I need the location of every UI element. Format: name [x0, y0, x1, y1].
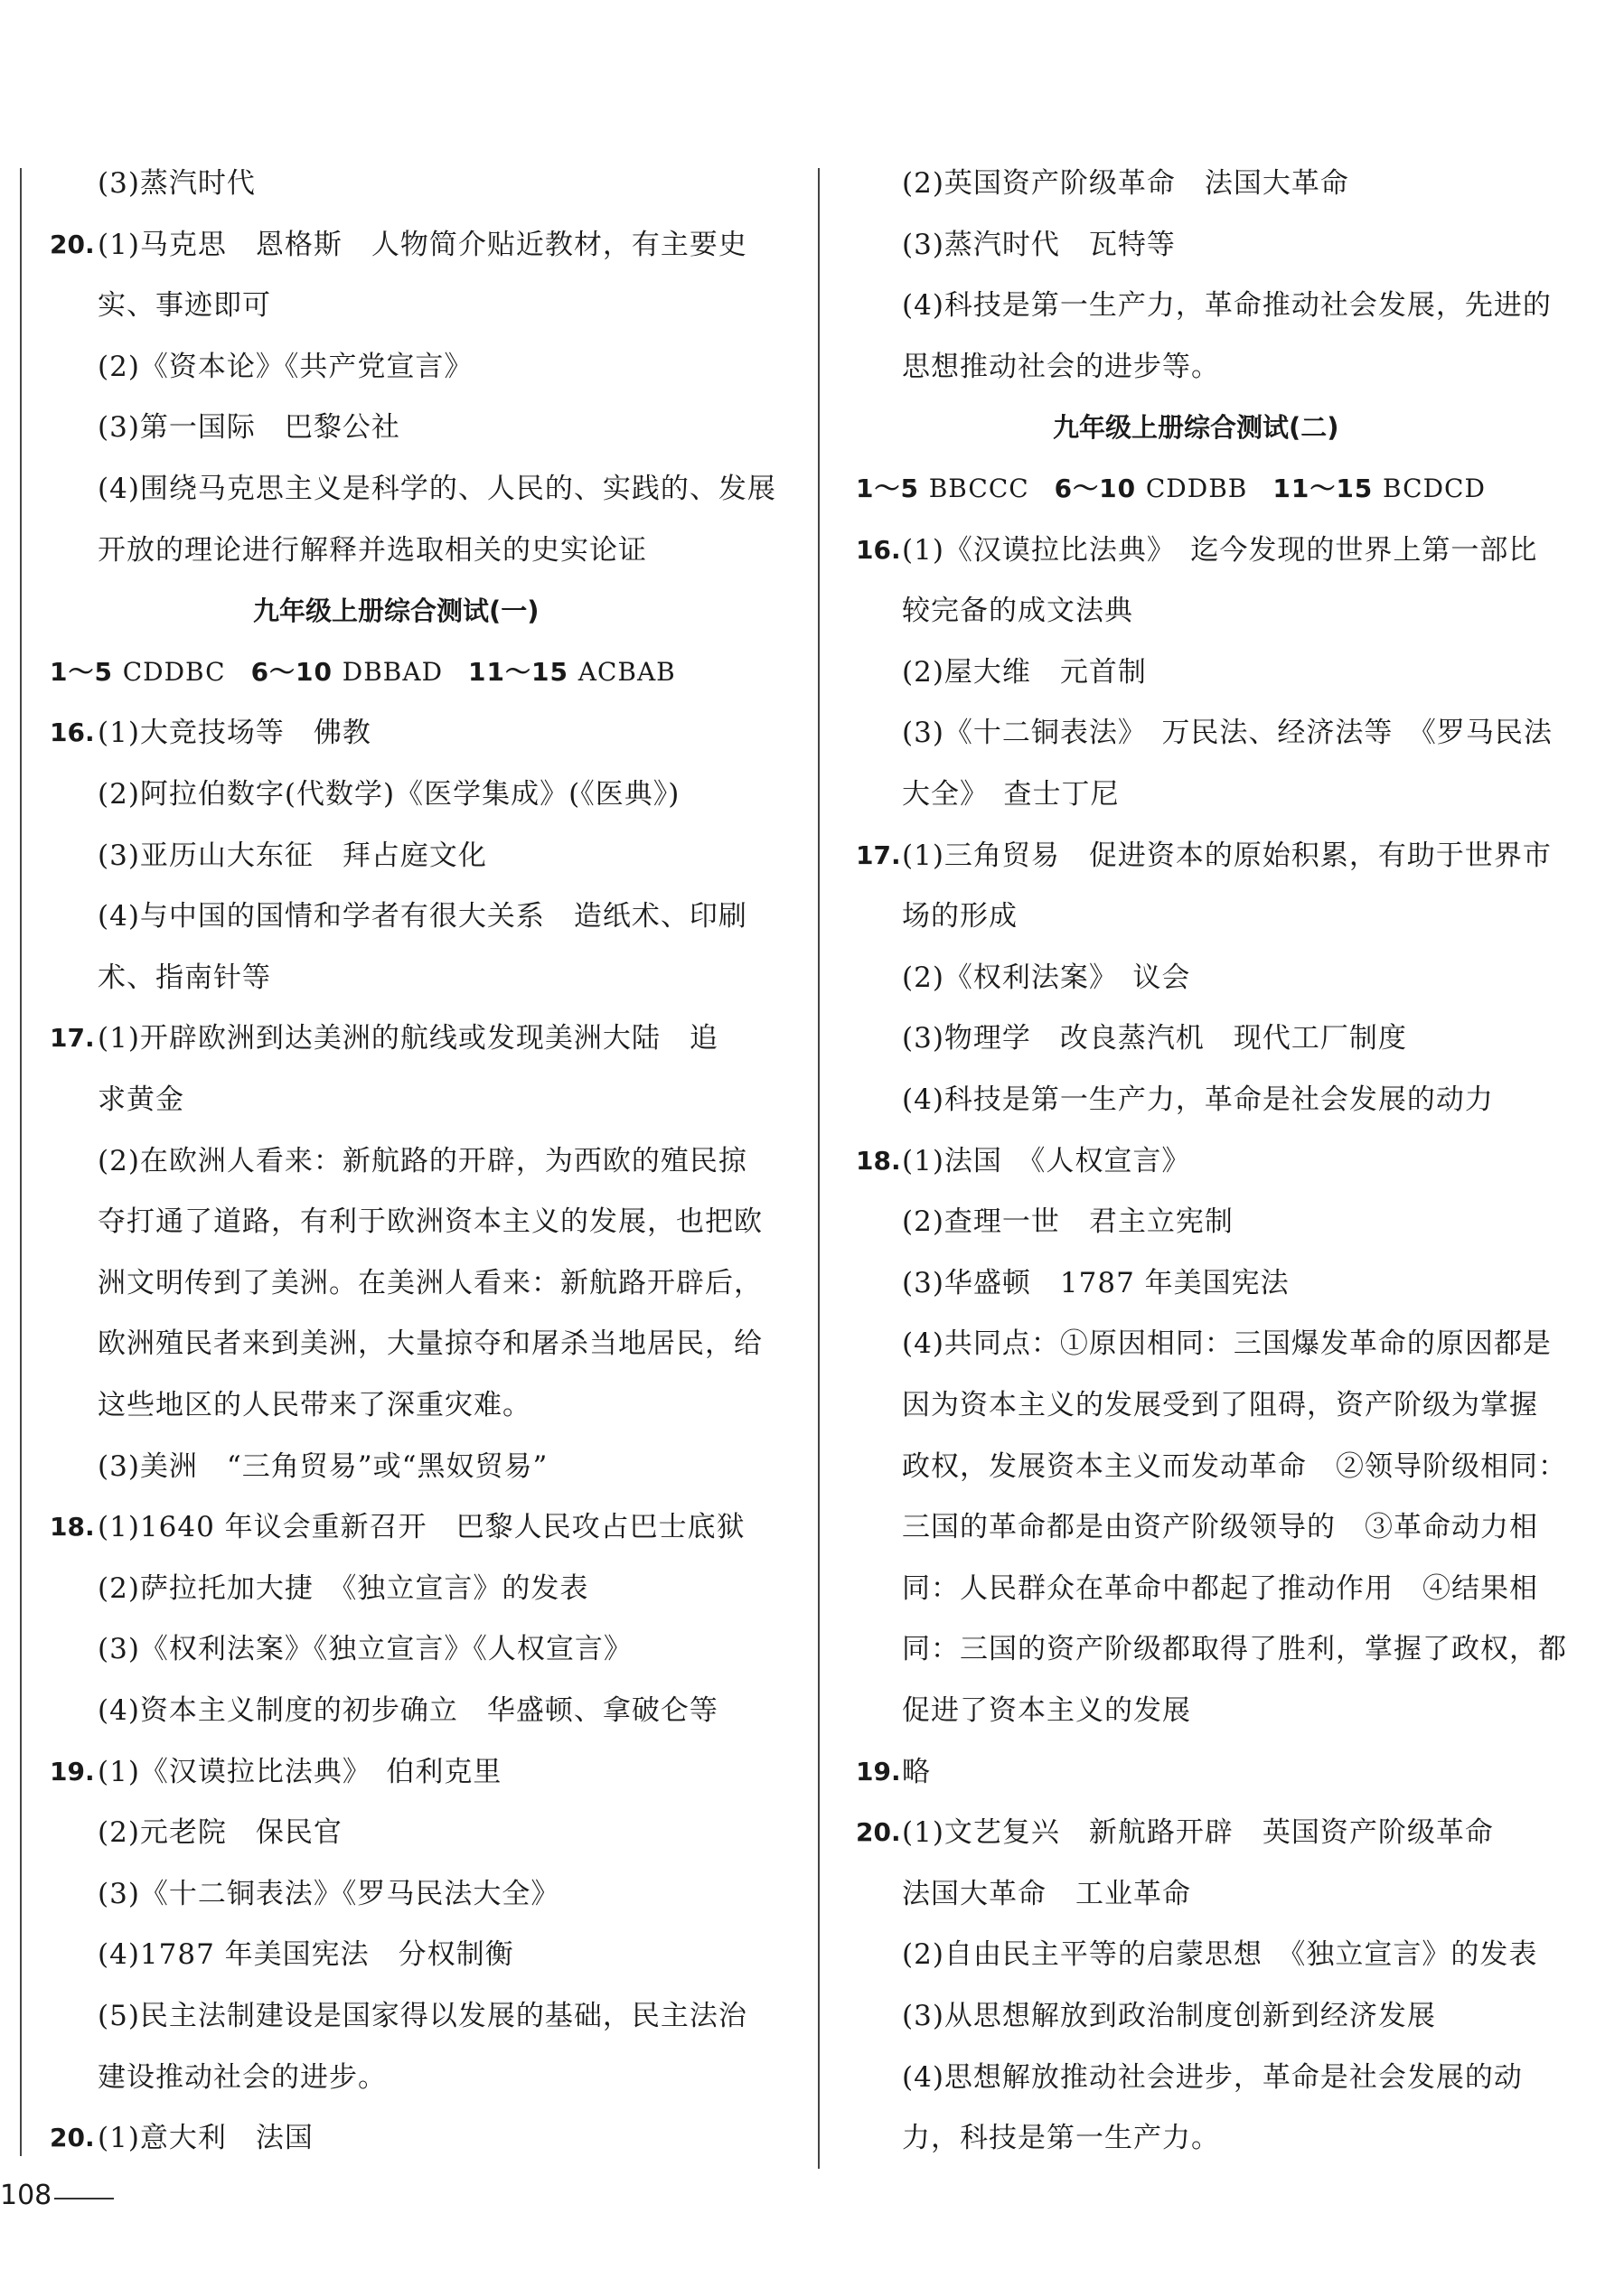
question-number: 19. — [50, 1757, 95, 1787]
answer-range: 1～5 — [856, 474, 929, 503]
answer-text-line: (4)科技是第一生产力，革命是社会发展的动力 — [902, 1083, 1494, 1116]
column-divider — [818, 168, 820, 2169]
question-number: 18. — [856, 1146, 901, 1176]
answer-text-line: (2)元老院 保民官 — [98, 1816, 343, 1849]
answer-text-line: (1)马克思 恩格斯 人物简介贴近教材，有主要史 — [98, 229, 747, 261]
question-number: 20. — [856, 1817, 901, 1847]
answer-text-line: 较完备的成文法典 — [902, 595, 1133, 627]
answer-letters: BCDCD — [1383, 474, 1486, 503]
answer-text-line: (3)物理学 改良蒸汽机 现代工厂制度 — [902, 1022, 1407, 1055]
answer-text-line: 洲文明传到了美洲。在美洲人看来：新航路开辟后， — [98, 1267, 763, 1299]
answer-letters: ACBAB — [577, 657, 676, 687]
answer-text-line: 同：三国的资产阶级都取得了胜利，掌握了政权，都 — [902, 1633, 1567, 1665]
answer-text-line: 开放的理论进行解释并选取相关的史实论证 — [98, 534, 647, 567]
answer-text-line: 场的形成 — [902, 900, 1018, 933]
page-number-rule — [54, 2198, 114, 2199]
answer-text-line: (3)华盛顿 1787 年美国宪法 — [902, 1267, 1290, 1299]
question-number: 17. — [856, 840, 901, 870]
answer-text-line: (2)阿拉伯数字(代数学)《医学集成》(《医典》) — [98, 778, 681, 811]
section-heading: 九年级上册综合测试(一) — [253, 596, 540, 626]
question-number: 16. — [50, 717, 95, 747]
answer-text-line: 三国的革命都是由资产阶级领导的 ③革命动力相 — [902, 1511, 1538, 1543]
answer-text-line: (3)亚历山大东征 拜占庭文化 — [98, 839, 487, 872]
answer-text-line: (3)从思想解放到政治制度创新到经济发展 — [902, 2000, 1436, 2032]
answer-text-line: (2)《权利法案》 议会 — [902, 961, 1191, 994]
answer-text-line: (4)围绕马克思主义是科学的、人民的、实践的、发展 — [98, 473, 776, 505]
answer-text-line: (2)英国资产阶级革命 法国大革命 — [902, 167, 1349, 200]
answer-range: 6～10 — [250, 657, 343, 687]
answer-text-line: (2)萨拉托加大捷 《独立宣言》的发表 — [98, 1572, 589, 1605]
answer-letters: DBBAD — [342, 657, 444, 687]
answer-text-line: (4)思想解放推动社会进步，革命是社会发展的动 — [902, 2061, 1523, 2094]
answer-text-line: (2)自由民主平等的启蒙思想 《独立宣言》的发表 — [902, 1938, 1538, 1971]
answer-range: 6～10 — [1054, 474, 1146, 503]
answer-text-line: 促进了资本主义的发展 — [902, 1694, 1191, 1727]
answer-text-line: 政权，发展资本主义而发动革命 ②领导阶级相同： — [902, 1450, 1567, 1483]
answer-text-line: (2)《资本论》《共产党宣言》 — [98, 351, 474, 383]
question-number: 20. — [50, 2123, 95, 2152]
answer-text-line: 欧洲殖民者来到美洲，大量掠夺和屠杀当地居民，给 — [98, 1327, 763, 1360]
answer-text-line: 同：人民群众在革命中都起了推动作用 ④结果相 — [902, 1572, 1538, 1605]
answer-range: 11～15 — [1272, 474, 1384, 503]
question-number: 17. — [50, 1023, 95, 1053]
answer-text-line: 这些地区的人民带来了深重灾难。 — [98, 1389, 531, 1421]
answer-text-line: (3)《十二铜表法》 万民法、经济法等 《罗马民法 — [902, 717, 1553, 749]
answer-text-line: (3)蒸汽时代 — [98, 167, 256, 200]
answer-text-line: 求黄金 — [98, 1083, 184, 1116]
answer-range: 11～15 — [468, 657, 578, 687]
answer-key-line — [856, 471, 1486, 507]
answer-text-line: (2)查理一世 君主立宪制 — [902, 1205, 1234, 1238]
section-heading: 九年级上册综合测试(二) — [1053, 412, 1339, 443]
answer-text-line: (1)三角贸易 促进资本的原始积累，有助于世界市 — [902, 839, 1552, 872]
question-number: 16. — [856, 535, 901, 565]
answer-text-line: 术、指南针等 — [98, 961, 271, 994]
answer-text-line: (4)共同点：①原因相同：三国爆发革命的原因都是 — [902, 1327, 1552, 1360]
answer-text-line: (5)民主法制建设是国家得以发展的基础，民主法治 — [98, 2000, 747, 2032]
answer-key-line — [50, 654, 676, 690]
answer-text-line: (4)科技是第一生产力，革命推动社会发展，先进的 — [902, 289, 1552, 322]
answer-text-line: (1)《汉谟拉比法典》 伯利克里 — [98, 1756, 502, 1788]
answer-text-line: (1)开辟欧洲到达美洲的航线或发现美洲大陆 追 — [98, 1022, 718, 1055]
answer-text-line: 思想推动社会的进步等。 — [902, 351, 1220, 383]
answer-text-line: 夺打通了道路，有利于欧洲资本主义的发展，也把欧 — [98, 1205, 763, 1238]
answer-text-line: (1)法国 《人权宣言》 — [902, 1145, 1191, 1177]
question-number: 18. — [50, 1512, 95, 1542]
answer-text-line: (3)《权利法案》《独立宣言》《人权宣言》 — [98, 1633, 633, 1665]
answer-text-line: 大全》 查士丁尼 — [902, 778, 1120, 811]
answer-text-line: (4)资本主义制度的初步确立 华盛顿、拿破仑等 — [98, 1694, 718, 1727]
left-margin-line — [20, 168, 22, 2156]
answer-text-line: (2)在欧洲人看来：新航路的开辟，为西欧的殖民掠 — [98, 1145, 747, 1177]
answer-range: 1～5 — [50, 657, 123, 687]
page-number: 108 — [0, 2180, 52, 2211]
answer-letters: BBCCC — [928, 474, 1029, 503]
answer-text-line: (1)意大利 法国 — [98, 2122, 314, 2154]
answer-text-line: 建设推动社会的进步。 — [98, 2061, 387, 2094]
answer-text-line: (1)大竞技场等 佛教 — [98, 717, 371, 749]
answer-text-line: 略 — [902, 1756, 931, 1788]
answer-text-line: (4)与中国的国情和学者有很大关系 造纸术、印刷 — [98, 900, 747, 933]
answer-text-line: (3)蒸汽时代 瓦特等 — [902, 229, 1176, 261]
answer-text-line: 力，科技是第一生产力。 — [902, 2122, 1220, 2154]
answer-text-line: (4)1787 年美国宪法 分权制衡 — [98, 1938, 514, 1971]
answer-text-line: 实、事迹即可 — [98, 289, 271, 322]
answer-text-line: (3)第一国际 巴黎公社 — [98, 411, 400, 444]
answer-text-line: (1)《汉谟拉比法典》 迄今发现的世界上第一部比 — [902, 534, 1538, 567]
answer-text-line: (3)《十二铜表法》《罗马民法大全》 — [98, 1878, 560, 1910]
question-number: 20. — [50, 230, 95, 259]
answer-text-line: 因为资本主义的发展受到了阻碍，资产阶级为掌握 — [902, 1389, 1538, 1421]
answer-letters: CDDBC — [122, 657, 226, 687]
answer-text-line: (1)文艺复兴 新航路开辟 英国资产阶级革命 — [902, 1816, 1494, 1849]
answer-text-line: (3)美洲 “三角贸易”或“黑奴贸易” — [98, 1450, 549, 1483]
answer-letters: CDDBB — [1145, 474, 1248, 503]
answer-text-line: (1)1640 年议会重新召开 巴黎人民攻占巴士底狱 — [98, 1511, 746, 1543]
answer-text-line: (2)屋大维 元首制 — [902, 656, 1147, 689]
question-number: 19. — [856, 1757, 901, 1787]
answer-text-line: 法国大革命 工业革命 — [902, 1878, 1191, 1910]
